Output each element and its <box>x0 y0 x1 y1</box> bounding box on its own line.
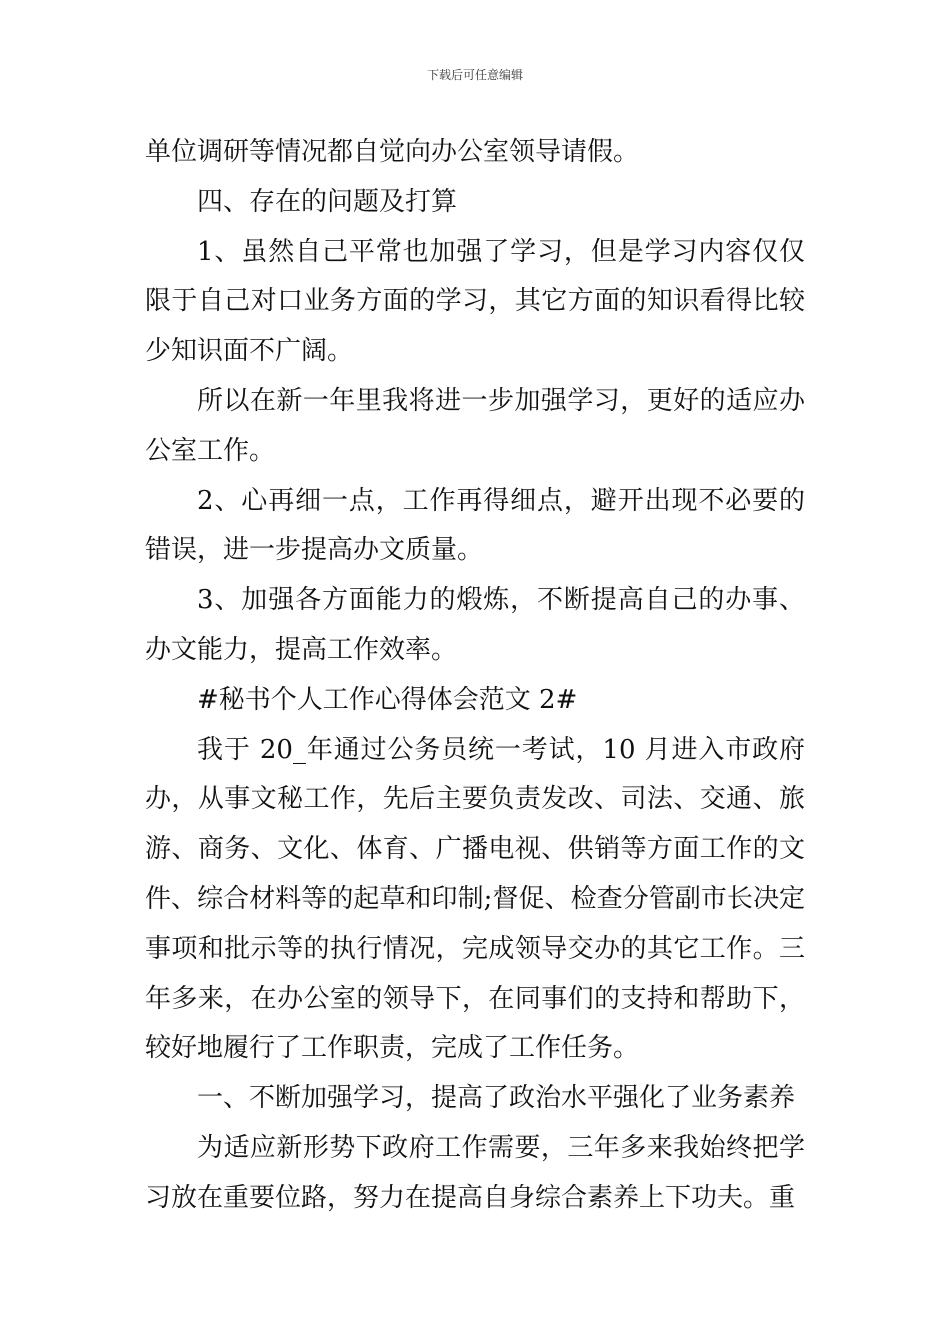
article-title: #秘书个人工作心得体会范文 2# <box>197 684 578 715</box>
paragraph: 所以在新一年里我将进一步加强学习，更好的适应办公室工作。 <box>145 385 805 466</box>
section-heading: 一、不断加强学习，提高了政治水平强化了业务素养 <box>197 1083 796 1114</box>
paragraph: 3、加强各方面能力的煅炼，不断提高自己的办事、办文能力，提高工作效率。 <box>145 585 805 665</box>
paragraph: 2、心再细一点，工作再得细点，避开出现不必要的错误，进一步提高办文质量。 <box>145 485 805 566</box>
document-body <box>145 128 805 1224</box>
paragraph: 1、虽然自己平常也加强了学习，但是学习内容仅仅限于自己对口业务方面的学习，其它方面的知识看得比较少知识面不广阔。 <box>145 236 805 367</box>
paragraph: 为适应新形势下政府工作需要，三年多来我始终把学习放在重要位路，努力在提高自身综合素养上下功夫。重 <box>145 1132 805 1213</box>
section-heading: 四、存在的问题及打算 <box>197 186 458 217</box>
paragraph: 我于 20_年通过公务员统一考试，10 月进入市政府办，从事文秘工作，先后主要负责发改、司法、交通、旅游、商务、文化、体育、广播电视、供销等方面工作的文件、综合材料等的起草和印制;督促、检查分管副市长决定事项和批示等的执行情况，完成领导交办的其它工作。三年多来，在办公室的领导下，在同事们的支持和帮助下，较好地履行了工作职责，完成了工作任务。 <box>145 734 805 1064</box>
page-header-note: 下载后可任意编辑 <box>426 68 523 82</box>
paragraph: 单位调研等情况都自觉向办公室领导请假。 <box>145 137 640 167</box>
